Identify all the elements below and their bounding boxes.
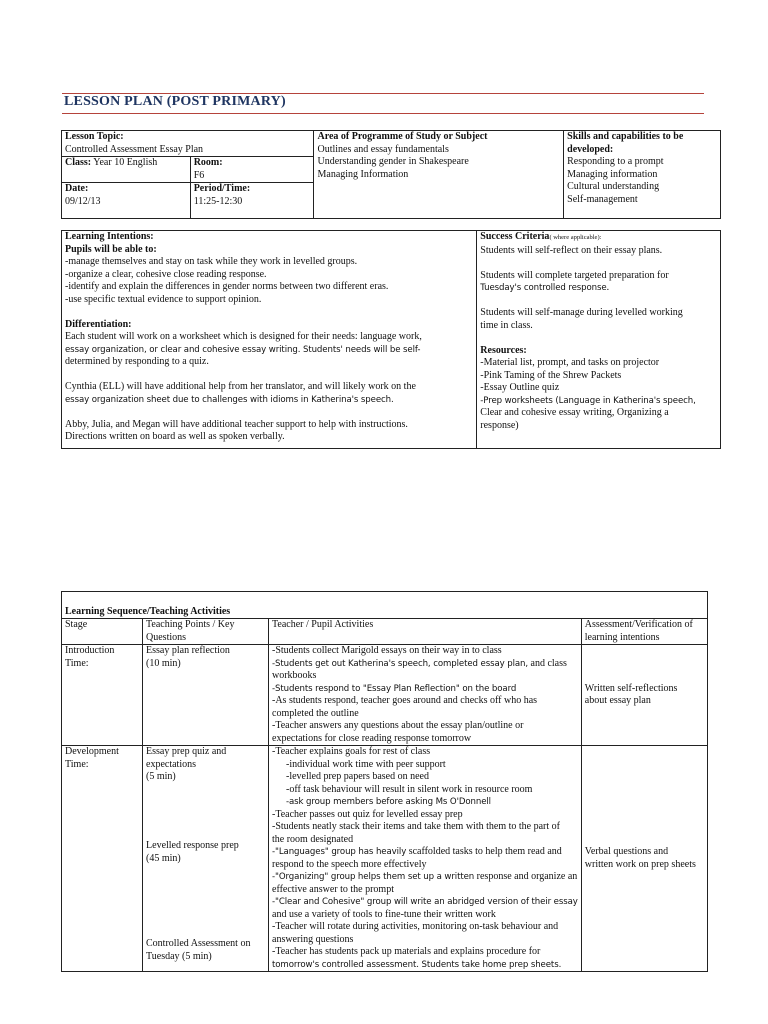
date-value: 09/12/13: [65, 195, 101, 207]
intention-item: -identify and explain the differences in gender norms between two different eras.: [65, 281, 389, 292]
area-of-study-label: Area of Programme of Study or Subject: [317, 131, 488, 142]
table-row-introduction: [62, 645, 708, 746]
col-header-stage: Stage: [62, 619, 143, 645]
period-label: Period/Time:: [193, 183, 251, 194]
class-label: Class:: [65, 157, 92, 168]
class-cell: [62, 157, 191, 183]
sequence-heading-cell: [62, 592, 708, 619]
activity-handwritten: -Students respond to "Essay Plan Reflection" on the board: [272, 683, 517, 694]
success-criterion: Students will self-manage during levelled working: [480, 307, 683, 318]
intention-item: -manage themselves and stay on task while they work in levelled groups.: [65, 256, 358, 267]
skill-item: Cultural understanding: [567, 181, 660, 192]
area-item: Outlines and essay fundamentals: [317, 143, 449, 155]
col-header-activities: Teacher / Pupil Activities: [269, 619, 582, 645]
resource-item: -Material list, prompt, and tasks on projector: [480, 357, 660, 368]
success-criteria-cell: [477, 231, 721, 449]
activity-handwritten: -"Organizing" group helps them set up a written: [272, 872, 475, 882]
activity-handwritten: -ask group members before asking Ms O'Donnell: [286, 797, 491, 807]
activity-handwritten: -"Languages" group has heavily: [272, 847, 407, 857]
learning-intentions-heading: Learning Intentions:: [65, 231, 154, 242]
differentiation-text: Directions written on board as well as spoken verbally.: [65, 431, 285, 442]
room-label: Room:: [193, 157, 223, 168]
teaching-point-cell: Essay prep quiz and expectations (5 min) Levelled response prep (45 min) Controlled Assessment on Tuesday (5 min): [143, 746, 269, 972]
success-criterion: time in class.: [480, 319, 533, 331]
differentiation-text: Cynthia (ELL) will have additional help from her translator, and will likely work on the: [65, 381, 416, 392]
differentiation-heading: Differentiation:: [65, 318, 132, 330]
stage-cell: Development Time:: [62, 746, 143, 972]
stage-cell: Introduction Time:: [62, 645, 143, 746]
success-criteria-heading: Success Criteria: [480, 231, 550, 242]
activity-handwritten: tomorrow's controlled assessment. Students take home prep sheets.: [272, 959, 562, 970]
pupils-able-heading: Pupils will be able to:: [65, 243, 157, 255]
period-value: 11:25-12:30: [193, 195, 243, 207]
intention-item: -use specific textual evidence to support opinion.: [65, 293, 262, 305]
resources-heading: Resources:: [480, 344, 527, 356]
period-cell: [190, 183, 314, 219]
area-item: Managing Information: [317, 168, 409, 180]
intentions-table: [61, 230, 721, 449]
resource-item: Clear and cohesive essay writing, Organizing a: [480, 407, 669, 418]
table-row-development: [62, 746, 708, 972]
area-of-study-cell: [314, 131, 564, 219]
room-cell: [190, 157, 314, 183]
success-criterion: Students will complete targeted preparation for: [480, 269, 669, 281]
activity-handwritten: -Students get out Katherina's speech, completed essay plan,: [272, 658, 529, 669]
resource-item: response): [480, 419, 519, 431]
assessment-cell: Verbal questions and written work on prep sheets: [581, 746, 707, 972]
skill-item: Responding to a prompt: [567, 156, 664, 167]
class-value: Year 10 English: [93, 157, 158, 168]
activity-handwritten: -"Clear and Cohesive" group will write an abridged version of their essay: [272, 897, 578, 907]
skills-label: Skills and capabilities to be: [567, 131, 684, 142]
skills-cell: [564, 131, 721, 219]
date-cell: [62, 183, 191, 219]
resource-item: -Essay Outline quiz: [480, 382, 560, 393]
lesson-topic-label: Lesson Topic:: [65, 131, 124, 142]
success-criterion-handwritten: Tuesday's controlled response: [480, 283, 607, 293]
activities-cell: -Students collect Marigold essays on their way in to class -Students get out Katherina's speech, completed essay plan, and class workbooks -Students respond to "Essay Plan Reflection" on the board -As students respond, teacher goes around and checks off who has completed the outline -Teacher answers any questions about the essay plan/outline or expectations for close reading response tomorrow: [269, 645, 582, 746]
differentiation-text-handwritten: essay organization sheet due to challenges with idioms in Katherina's speech.: [65, 394, 394, 405]
lesson-topic-value: Controlled Assessment Essay Plan: [65, 143, 204, 155]
col-header-teaching-points: Teaching Points / Key Questions: [143, 619, 269, 645]
page-title: LESSON PLAN (POST PRIMARY): [64, 94, 286, 109]
skill-item: Managing information: [567, 168, 658, 180]
success-criteria-note: ( where applicable):: [549, 234, 602, 241]
date-label: Date:: [65, 183, 89, 194]
resource-item-handwritten: -Prep worksheets (Language in Katherina's speech,: [480, 395, 696, 406]
skill-item: Self-management: [567, 193, 638, 205]
differentiation-text-handwritten: essay organization, or clear and cohesive essay writing. Students' needs will be self-: [65, 344, 421, 355]
success-criterion: Students will self-reflect on their essay plans.: [480, 244, 663, 256]
differentiation-text: Abby, Julia, and Megan will have additional teacher support to help with instructions.: [65, 418, 408, 430]
teaching-point-cell: Essay plan reflection (10 min): [143, 645, 269, 746]
activities-cell: -Teacher explains goals for rest of class -individual work time with peer support -levelled prep papers based on need -off task behaviour will result in silent work in resource room -ask group members before asking Ms O'Donnell -Teacher passes out quiz for levelled essay prep -Students neatly stack their items and take them with them to the part of the room designated -"Languages" group has heavily scaffolded tasks to help them read and respond to the speech more effectively -"Organizing" group helps them set up a written response and organize an effective answer to the prompt -"Clear and Cohesive" group will write an abridged version of their essay and use a variety of tools to fine-tune their written work -Teacher will rotate during activities, monitoring on-task behaviour and answering questions -Teacher has students pack up materials and explains procedure for tomorrow's controlled assessment. Students take home prep sheets.: [269, 746, 582, 972]
title-rule: [62, 113, 704, 114]
room-value: F6: [193, 169, 205, 181]
learning-sequence-table: [61, 591, 708, 972]
learning-intentions-cell: [62, 231, 477, 449]
area-item: Understanding gender in Shakespeare: [317, 156, 469, 167]
differentiation-text: Each student will work on a worksheet which is designed for their needs: language work,: [65, 331, 422, 342]
col-header-assessment: Assessment/Verification of learning intentions: [581, 619, 707, 645]
skills-label-cont: developed:: [567, 143, 614, 155]
intention-item: -organize a clear, cohesive close reading response.: [65, 268, 267, 280]
assessment-cell: Written self-reflections about essay plan: [581, 645, 707, 746]
header-table: [61, 130, 721, 219]
lesson-topic-cell: [62, 131, 314, 157]
differentiation-text: determined by responding to a quiz.: [65, 356, 209, 367]
resource-item: -Pink Taming of the Shrew Packets: [480, 369, 622, 381]
sequence-heading: Learning Sequence/Teaching Activities: [65, 605, 231, 617]
success-criterion-end: .: [606, 282, 610, 293]
